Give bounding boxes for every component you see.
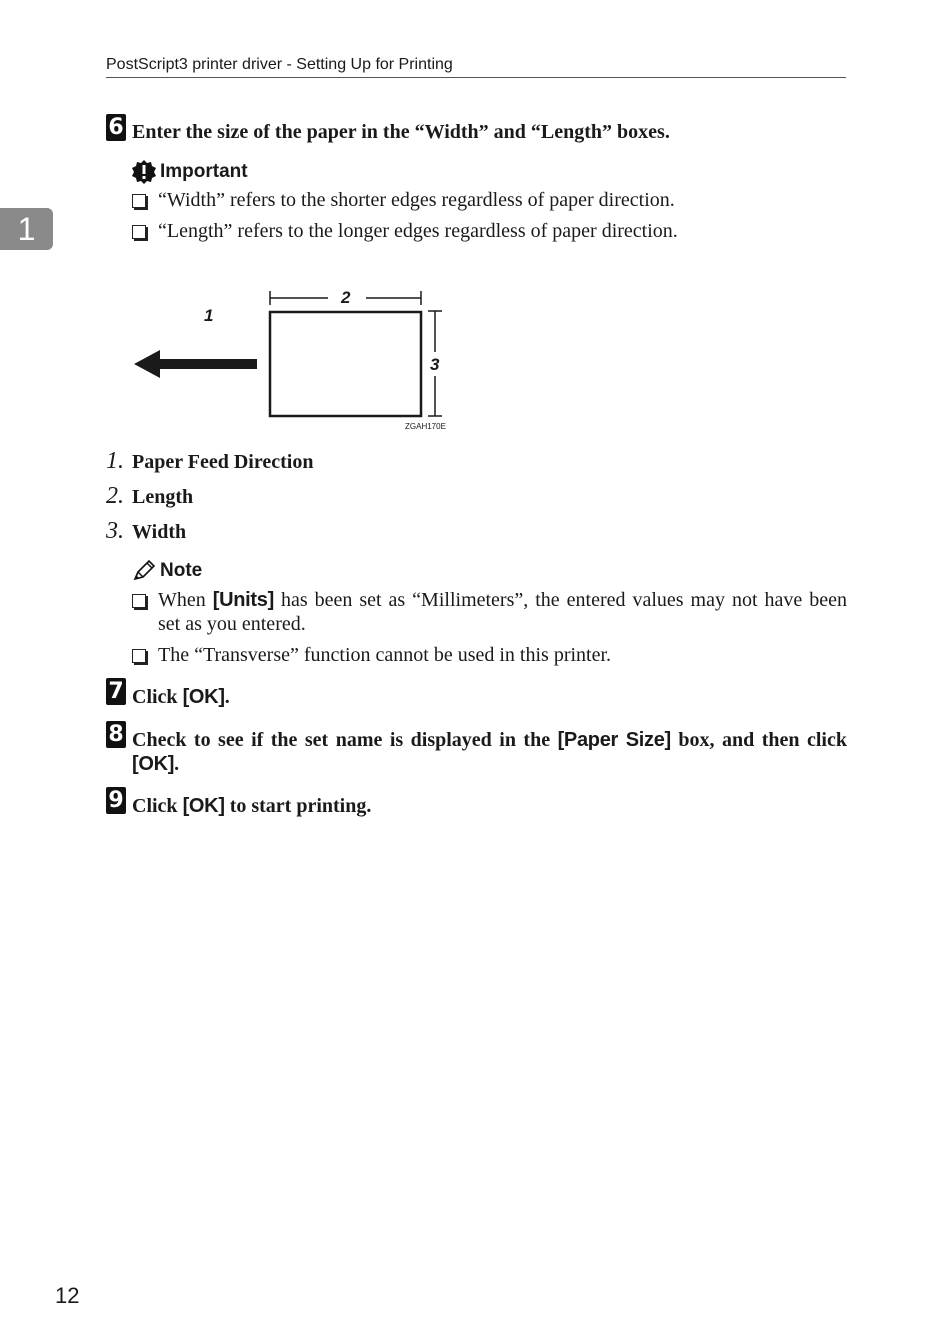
text-span: When bbox=[158, 589, 213, 611]
important-heading-label: Important bbox=[160, 161, 248, 182]
paper-size-key: [Paper Size] bbox=[557, 729, 671, 751]
ok-key: [OK] bbox=[132, 753, 175, 775]
checkbox-icon bbox=[132, 649, 146, 663]
legend-number: 2. bbox=[106, 483, 124, 509]
step-8-text bbox=[132, 728, 847, 776]
text-span: to start printing. bbox=[224, 795, 372, 817]
legend-item-3 bbox=[106, 518, 186, 545]
step-9-text bbox=[132, 794, 371, 818]
pencil-icon bbox=[132, 560, 156, 582]
note-item-2-text: The “Transverse” function cannot be used in this printer. bbox=[158, 644, 612, 666]
step-7-number: 7 bbox=[106, 678, 126, 705]
units-key: [Units] bbox=[212, 589, 274, 611]
important-icon bbox=[132, 160, 156, 184]
paper-rectangle bbox=[270, 312, 421, 416]
important-item-2 bbox=[132, 219, 847, 243]
note-item-2 bbox=[132, 643, 847, 667]
text-span: . bbox=[174, 753, 180, 775]
step-9-number: 9 bbox=[106, 787, 126, 814]
page-number: 12 bbox=[55, 1283, 80, 1308]
legend-label: Width bbox=[132, 521, 187, 543]
text-span: Click bbox=[132, 795, 183, 817]
note-heading bbox=[132, 560, 202, 582]
note-heading-label: Note bbox=[160, 560, 203, 581]
figure-label-1: 1 bbox=[204, 306, 214, 325]
text-span: box, and then click bbox=[670, 729, 847, 751]
ok-key: [OK] bbox=[182, 686, 225, 708]
legend-label: Length bbox=[132, 486, 194, 508]
step-7-text bbox=[132, 685, 230, 709]
chapter-tab: 1 bbox=[0, 208, 53, 250]
legend-number: 3. bbox=[106, 518, 124, 544]
note-item-1-text bbox=[158, 588, 847, 636]
figure-code: ZGAH170E bbox=[405, 422, 446, 431]
step-8-number: 8 bbox=[106, 721, 126, 748]
legend-item-1 bbox=[106, 448, 313, 475]
important-item-2-text: “Length” refers to the longer edges regardless of paper direction. bbox=[158, 220, 678, 242]
paper-size-figure bbox=[120, 280, 460, 440]
important-item-1-text: “Width” refers to the shorter edges regardless of paper direction. bbox=[158, 189, 675, 211]
ok-key: [OK] bbox=[182, 795, 225, 817]
text-span: Click bbox=[132, 686, 183, 708]
text-span: . bbox=[224, 686, 230, 708]
checkbox-icon bbox=[132, 225, 146, 239]
checkbox-icon bbox=[132, 594, 146, 608]
note-item-1 bbox=[132, 588, 847, 636]
figure-label-2: 2 bbox=[341, 288, 351, 307]
important-item-1 bbox=[132, 188, 847, 212]
header-rule bbox=[106, 77, 846, 78]
legend-number: 1. bbox=[106, 448, 124, 474]
figure-label-3: 3 bbox=[430, 355, 440, 374]
feed-direction-arrow-icon bbox=[134, 350, 257, 378]
step-6-text: Enter the size of the paper in the “Width” and “Length” boxes. bbox=[132, 121, 670, 143]
step-6-number: 6 bbox=[106, 114, 126, 141]
text-span: Check to see if the set name is displayed in the bbox=[132, 729, 558, 751]
legend-item-2 bbox=[106, 483, 193, 510]
legend-label: Paper Feed Direction bbox=[132, 451, 314, 473]
important-heading bbox=[132, 160, 248, 184]
checkbox-icon bbox=[132, 194, 146, 208]
running-header: PostScript3 printer driver - Setting Up for Printing bbox=[106, 56, 453, 73]
text-span: has been set as “Millimeters”, the entered values may not have been set as you entered. bbox=[158, 589, 847, 635]
